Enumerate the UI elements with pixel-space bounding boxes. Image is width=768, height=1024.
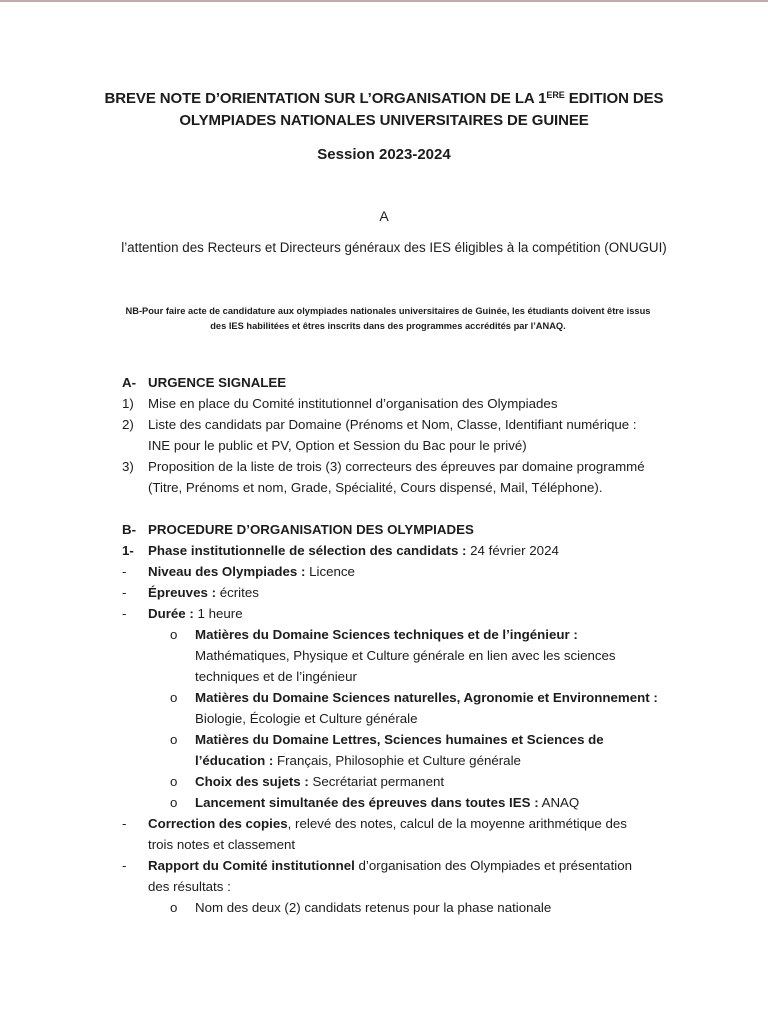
- title-superscript: ERE: [546, 90, 565, 100]
- phase-1: [122, 540, 682, 561]
- correction-item: [122, 813, 682, 855]
- matieres-naturelles-line-1: Biologie, Écologie et Culture générale: [195, 711, 418, 726]
- duree-label: Durée :: [148, 606, 194, 621]
- bullet-icon: o: [170, 627, 178, 642]
- nom-candidats-text: Nom des deux (2) candidats retenus pour la phase nationale: [195, 900, 552, 915]
- session-label: Session 2023-2024: [317, 146, 451, 163]
- item-text-cont: INE pour le public et PV, Option et Session du Bac pour le privé): [148, 438, 527, 453]
- epreuves-label: Épreuves :: [148, 585, 216, 600]
- matieres-techniques-label: Matières du Domaine Sciences techniques et de l’ingénieur :: [195, 627, 578, 642]
- correction-label: Correction des copies: [148, 816, 288, 831]
- phase-label: Phase institutionnelle de sélection des candidats :: [148, 543, 467, 558]
- matieres-techniques-item: [170, 624, 682, 687]
- bullet-icon: o: [170, 795, 178, 810]
- item-text: Mise en place du Comité institutionnel d’organisation des Olympiades: [148, 396, 558, 411]
- niveau-item: [122, 561, 682, 582]
- matieres-naturelles-item: [170, 687, 682, 729]
- item-number: 1): [122, 396, 134, 411]
- niveau-label: Niveau des Olympiades :: [148, 564, 306, 579]
- rapport-label: Rapport du Comité institutionnel: [148, 858, 355, 873]
- section-b-heading: [122, 519, 682, 540]
- section-a-heading: [122, 372, 682, 393]
- rapport-item: [122, 855, 682, 897]
- scan-edge-line: [0, 0, 768, 2]
- document-title: [60, 88, 708, 132]
- choix-sujets-item: [170, 771, 682, 792]
- dash: -: [122, 858, 127, 873]
- bullet-icon: o: [170, 774, 178, 789]
- dash: -: [122, 606, 127, 621]
- item-text: Proposition de la liste de trois (3) correcteurs des épreuves par domaine programmé: [148, 459, 645, 474]
- item-text: Liste des candidats par Domaine (Prénoms et Nom, Classe, Identifiant numérique :: [148, 417, 637, 432]
- epreuves-item: [122, 582, 682, 603]
- dash: -: [122, 816, 127, 831]
- address-a: A: [379, 208, 389, 224]
- nb-note: [108, 304, 668, 334]
- lancement-item: [170, 792, 682, 813]
- section-a-item-1: [122, 393, 682, 414]
- address-attention: l’attention des Recteurs et Directeurs généraux des IES éligibles à la compétition (ONUGUI): [121, 240, 667, 255]
- item-number: 2): [122, 417, 134, 432]
- section-a-item-2: [122, 414, 682, 456]
- nb-line-1: NB-Pour faire acte de candidature aux olympiades nationales universitaires de Guinée, les étudiants doivent être issus: [125, 306, 651, 316]
- correction-value-cont: trois notes et classement: [148, 837, 296, 852]
- section-b-marker: B-: [122, 522, 137, 537]
- section-a-item-3: [122, 456, 682, 498]
- bullet-icon: o: [170, 900, 178, 915]
- duree-value: 1 heure: [193, 606, 243, 621]
- lancement-label: Lancement simultanée des épreuves dans toutes IES :: [195, 795, 539, 810]
- dash: -: [122, 585, 127, 600]
- bullet-icon: o: [170, 732, 178, 747]
- matieres-lettres-label: Matières du Domaine Lettres, Sciences humaines et Sciences de: [195, 732, 604, 747]
- document-body: [122, 372, 682, 918]
- matieres-lettres-item: [170, 729, 682, 771]
- section-a-marker: A-: [122, 375, 137, 390]
- nom-candidats-item: [170, 897, 682, 918]
- nb-line-2: des IES habilitées et êtres inscrits dans des programmes accrédités par l’ANAQ.: [210, 321, 566, 331]
- lancement-value: ANAQ: [538, 795, 580, 810]
- item-number: 3): [122, 459, 134, 474]
- item-text-cont: (Titre, Prénoms et nom, Grade, Spécialité, Cours dispensé, Mail, Téléphone).: [148, 480, 603, 495]
- matieres-lettres-label-2: l’éducation :: [195, 753, 274, 768]
- choix-label: Choix des sujets :: [195, 774, 309, 789]
- title-text-b: EDITION DES: [564, 90, 664, 107]
- duree-item: [122, 603, 682, 624]
- section-b-title: PROCEDURE D’ORGANISATION DES OLYMPIADES: [148, 522, 474, 537]
- phase-date: 24 février 2024: [466, 543, 559, 558]
- bullet-icon: o: [170, 690, 178, 705]
- title-line-1: [60, 88, 708, 110]
- section-a-title: URGENCE SIGNALEE: [148, 375, 287, 390]
- rapport-value: d’organisation des Olympiades et présentation: [354, 858, 633, 873]
- epreuves-value: écrites: [216, 585, 259, 600]
- matieres-lettres-value: Français, Philosophie et Culture générale: [273, 753, 521, 768]
- dash: -: [122, 564, 127, 579]
- correction-value: , relevé des notes, calcul de la moyenne arithmétique des: [287, 816, 627, 831]
- niveau-value: Licence: [305, 564, 355, 579]
- matieres-naturelles-label: Matières du Domaine Sciences naturelles, Agronomie et Environnement :: [195, 690, 658, 705]
- matieres-techniques-line-2: techniques et de l’ingénieur: [195, 669, 357, 684]
- title-line-2: OLYMPIADES NATIONALES UNIVERSITAIRES DE GUINEE: [179, 112, 589, 129]
- matieres-techniques-line-1: Mathématiques, Physique et Culture générale en lien avec les sciences: [195, 648, 616, 663]
- choix-value: Secrétariat permanent: [308, 774, 445, 789]
- phase-marker: 1-: [122, 543, 134, 558]
- title-text-a: BREVE NOTE D’ORIENTATION SUR L’ORGANISATION DE LA 1: [104, 90, 547, 107]
- rapport-value-cont: des résultats :: [148, 879, 231, 894]
